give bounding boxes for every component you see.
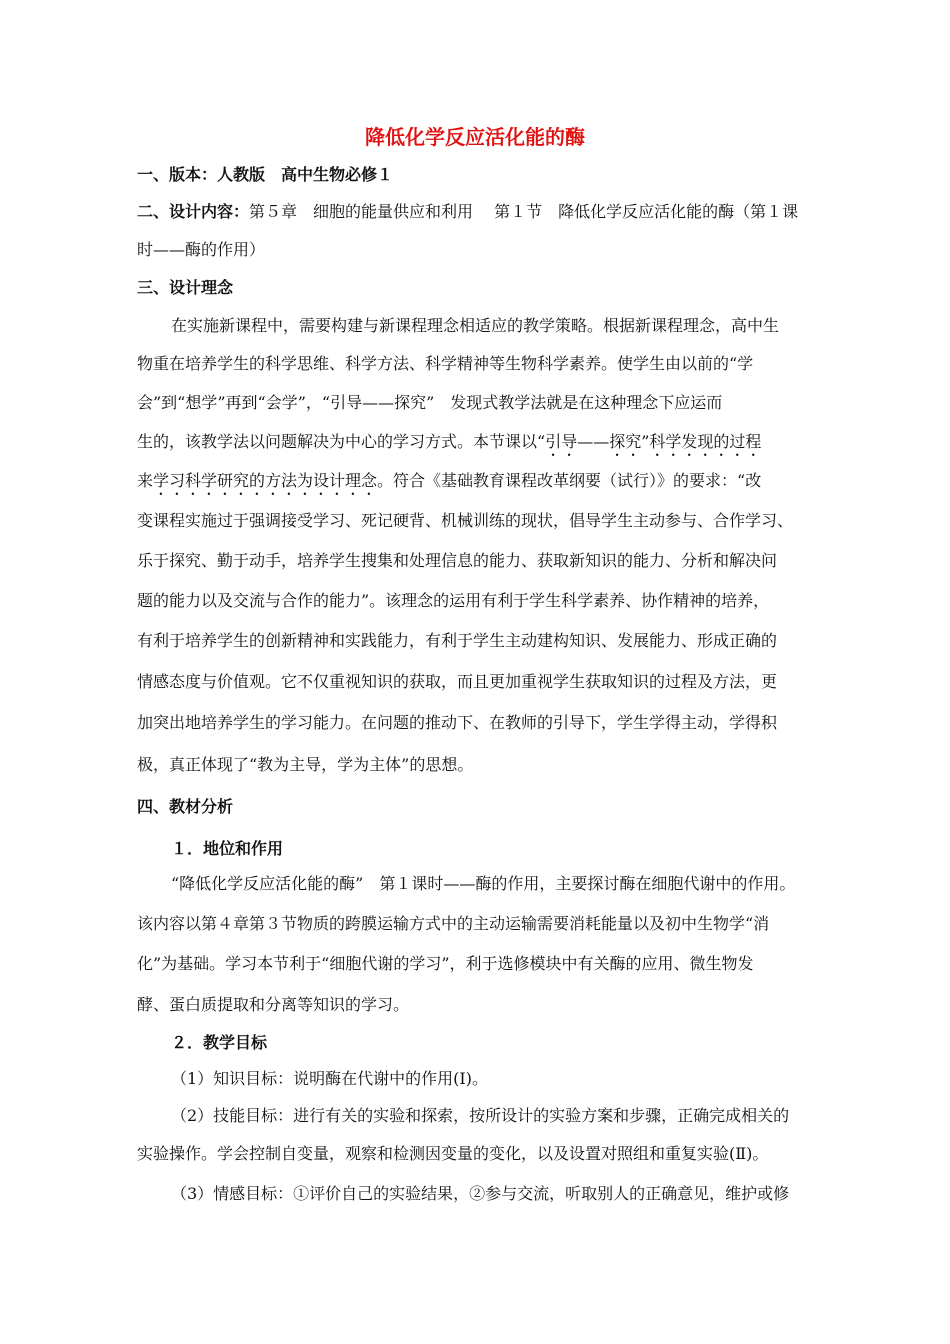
paragraph-line: 有利于培养学生的创新精神和实践能力，有利于学生主动建构知识、发展能力、形成正确的 xyxy=(137,631,778,650)
paragraph-line: “降低化学反应活化能的酶” 第１课时——酶的作用，主要探讨酶在细胞代谢中的作用。 xyxy=(171,874,796,893)
section-design-content-text: 第５章 细胞的能量供应和利用 第１节 降低化学反应活化能的酶（第１课 xyxy=(249,202,799,221)
goal-knowledge: （1）知识目标：说明酶在代谢中的作用(Ⅰ)。 xyxy=(171,1069,488,1088)
paragraph-line: 加突出地培养学生的学习能力。在问题的推动下、在教师的引导下，学生学得主动，学得积 xyxy=(137,713,778,732)
paragraph-line: 生的，该教学法以问题解决为中心的学习方式。本节课以“引导——探究”科学发现的过程 xyxy=(137,432,762,451)
paragraph-line: 情感态度与价值观。它不仅重视知识的获取，而且更加重视学生获取知识的过程及方法，更 xyxy=(137,672,778,691)
paragraph-line: 酵、蛋白质提取和分离等知识的学习。 xyxy=(137,995,410,1014)
subheading-position: １．地位和作用 xyxy=(171,839,284,858)
document-title: 降低化学反应活化能的酶 xyxy=(365,125,585,149)
subheading-goals: ２．教学目标 xyxy=(171,1033,268,1052)
goal-emotion: （3）情感目标：①评价自己的实验结果，②参与交流，听取别人的正确意见，维护或修 xyxy=(171,1184,790,1203)
paragraph-line: 物重在培养学生的科学思维、科学方法、科学精神等生物科学素养。使学生由以前的“学 xyxy=(137,354,754,373)
paragraph-line: 实验操作。学会控制自变量，观察和检测因变量的变化，以及设置对照组和重复实验(Ⅱ)。 xyxy=(137,1144,769,1163)
paragraph-line: 题的能力以及交流与合作的能力”。该理念的运用有利于学生科学素养、协作精神的培养， xyxy=(137,591,770,610)
paragraph-line: 变课程实施过于强调接受学习、死记硬背、机械训练的现状，倡导学生主动参与、合作学习、 xyxy=(137,511,794,530)
paragraph-line: 时——酶的作用） xyxy=(137,240,266,259)
paragraph-line: 来学习科学研究的方法为设计理念。符合《基础教育课程改革纲要（试行）》的要求：“改 xyxy=(137,471,762,490)
paragraph-line: 乐于探究、勤于动手，培养学生搜集和处理信息的能力、获取新知识的能力、分析和解决问 xyxy=(137,551,778,570)
paragraph-line: 会”到“想学”再到“会学”，“引导——探究” 发现式教学法就是在这种理念下应运而 xyxy=(137,393,723,412)
section-design-content-label: 二、设计内容： xyxy=(137,202,250,221)
emphasized-text: 学习科学研究的方法为设计理念 xyxy=(153,471,378,490)
paragraph-line: 该内容以第４章第３节物质的跨膜运输方式中的主动运输需要消耗能量以及初中生物学“消 xyxy=(137,914,770,933)
paragraph-line: 在实施新课程中，需要构建与新课程理念相适应的教学策略。根据新课程理念，高中生 xyxy=(171,316,780,335)
paragraph-line: 化”为基础。学习本节利于“细胞代谢的学习”，利于选修模块中有关酶的应用、微生物发 xyxy=(137,954,754,973)
emphasized-text: “引导——探究”科学发现的过程 xyxy=(537,432,762,451)
section-design-content xyxy=(137,201,827,223)
section-version: 一、版本：人教版 高中生物必修１ xyxy=(137,165,394,184)
paragraph-line: 极，真正体现了“教为主导，学为主体”的思想。 xyxy=(137,755,474,774)
section-heading-textbook: 四、教材分析 xyxy=(137,797,234,816)
section-heading-concept: 三、设计理念 xyxy=(137,278,234,297)
goal-skill: （2）技能目标：进行有关的实验和探索，按所设计的实验方案和步骤，正确完成相关的 xyxy=(171,1106,790,1125)
